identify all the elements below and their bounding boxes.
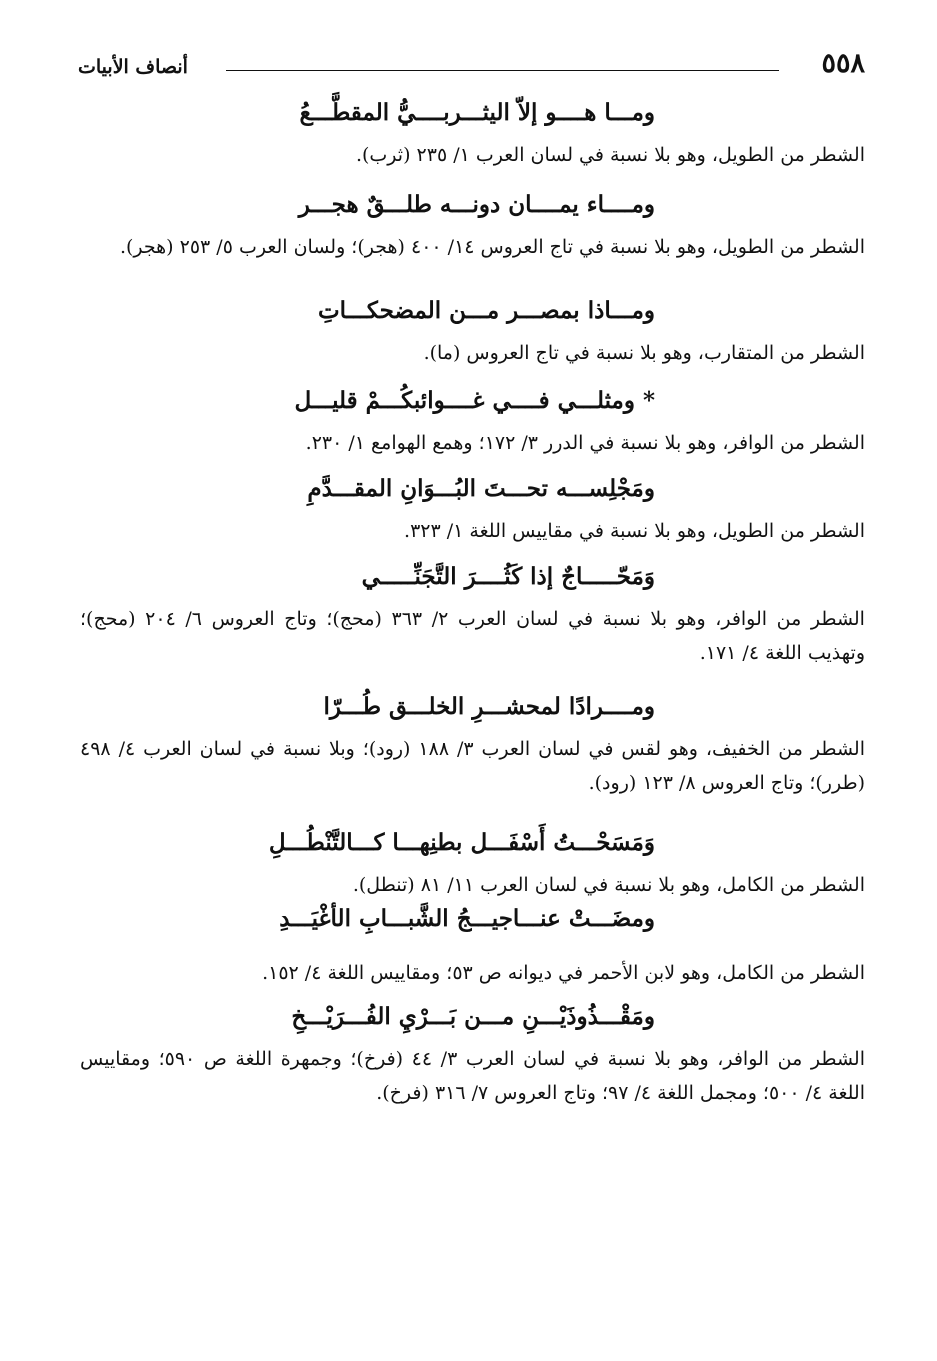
verse-note: الشطر من الخفيف، وهو لقس في لسان العرب ٣/ ١٨٨ (رود)؛ وبلا نسبة في لسان العرب ٤/ ٤٩٨ (طرر)؛ وتاج العروس ٨/ ١٢٣ (رود). [80,738,865,794]
page-header [78,48,865,84]
verse-note: الشطر من الكامل، وهو لابن الأحمر في ديوانه ص ٥٣؛ ومقاييس اللغة ٤/ ١٥٢. [262,962,865,984]
page-number: ٥٥٨ [821,48,865,79]
verse-line: ومَجْلِســـه تحـــتَ البُـــوَانِ المقـــدَّمِ [307,475,655,502]
verse-entry [80,384,865,460]
verse-line: وَمَسَحْـــتُ أَسْفَـــل بطنِهـــا كـــالتَّنْطُـــلِ [268,829,655,856]
verse-line: وَمَحّـــــاجٌ إذا كَثُــــرَ التَّجَنِّـــــي [361,563,655,590]
verse-note: الشطر من الوافر، وهو بلا نسبة في لسان العرب ٢/ ٣٦٣ (محج)؛ وتاج العروس ٦/ ٢٠٤ (محج)؛ وتهذيب اللغة ٤/ ١٧١. [80,608,865,664]
verse-entry [80,826,865,902]
verse-entry [80,560,865,670]
verse-entry [80,188,865,264]
verse-entry [80,902,865,990]
verse-note: الشطر من الطويل، وهو بلا نسبة في مقاييس اللغة ١/ ٣٢٣. [404,520,865,542]
verse-note: الشطر من الوافر، وهو بلا نسبة في الدرر ٣/ ١٧٢؛ وهمع الهوامع ١/ ٢٣٠. [305,432,865,454]
verse-entry [80,1000,865,1110]
verse-note: الشطر من الوافر، وهو بلا نسبة في لسان العرب ٣/ ٤٤ (فرخ)؛ وجمهرة اللغة ص ٥٩٠؛ ومقاييس اللغة ٤/ ٥٠٠؛ ومجمل اللغة ٤/ ٩٧؛ وتاج العروس ٧/ ٣١٦ (فرخ). [80,1048,865,1104]
verse-line: ومـــا هــــو إلاّ اليثـــربــــيُّ المقطَّـــعُ [299,99,655,126]
verse-line: ومضَـــتْ عنـــاجيـــجُ الشَّبـــابِ الأغْيَـــدِ [279,905,655,932]
verse-note: الشطر من الكامل، وهو بلا نسبة في لسان العرب ١١/ ٨١ (تنطل). [352,874,865,896]
verse-entry [80,96,865,172]
verse-note: الشطر من المتقارب، وهو بلا نسبة في تاج العروس (ما). [423,342,865,364]
verse-line: ومــــرادًا لمحشـــرِ الخلـــق طُـــرّا [323,693,655,720]
verse-line: * ومثلـــي فــــي غــــوائبكُـــمْ قليـــل [294,387,655,414]
verse-entry [80,472,865,548]
header-rule [226,70,779,71]
verse-line: ومَقْـــذُوذَيْـــنِ مـــن بَـــرْيِ الفُـــرَيْـــخِ [291,1003,655,1030]
verse-line: ومــــاء يمــــان دونـــه طلـــقٌ هجـــر [298,191,655,218]
verse-entry [80,690,865,800]
running-title: أنصاف الأبيات [78,56,188,78]
verse-note: الشطر من الطويل، وهو بلا نسبة في تاج العروس ١٤/ ٤٠٠ (هجر)؛ ولسان العرب ٥/ ٢٥٣ (هجر). [119,236,865,258]
verse-note: الشطر من الطويل، وهو بلا نسبة في لسان العرب ١/ ٢٣٥ (ثرب). [355,144,865,166]
verse-entry [80,294,865,370]
verse-line: ومـــاذا بمصـــر مـــن المضحكـــاتِ [318,297,655,324]
verse-entries [80,96,865,1110]
